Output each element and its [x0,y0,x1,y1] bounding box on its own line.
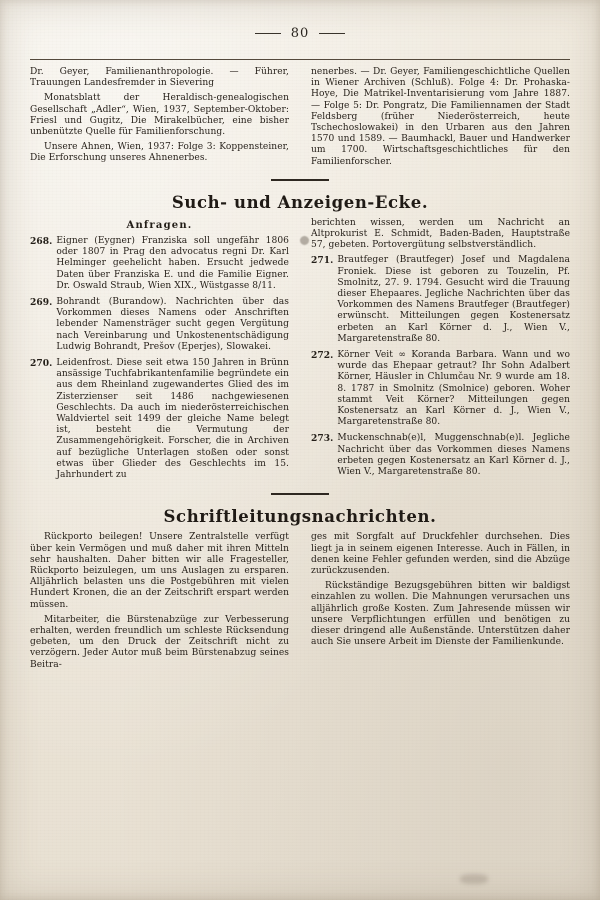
editorial-right-column [311,532,570,652]
query-continuation: berichten wissen, werden um Nachricht an Altprokurist E. Schmidt, Baden-Baden, Hauptstraße 57, gebeten. Portovergütung selbstverständlich. [311,217,570,251]
editorial-paragraph: Rückporto beilegen! Unsere Zentralstelle verfügt über kein Vermögen und muß daher mit ihren Mitteln sehr haushalten. Daher bitten wir alle Fragesteller, Rückporto beizulegen, um uns Auslagen zu ersparen. Alljährlich belasten uns die Postgebühren mit vielen Hundert Kronen, die an der Zeitschrift erspart werden müssen. [30,532,289,610]
queries-section [30,218,570,486]
folio-number: 80 [290,26,310,41]
editorial-title: Schriftleitungsnachrichten. [163,507,437,527]
query-entry [30,297,289,353]
folio-rule-left [255,33,281,34]
queries-subtitle: Anfragen. [126,219,193,231]
bibliography-section [30,67,570,172]
bibliography-paragraph: Monatsblatt der Heraldisch-genealogischen Gesellschaft „Adler“, Wien, 1937, September-Oktober: Friesl und Gugitz, Die Mirakelbücher, eine bisher unbenützte Quelle für Familienforschung. [30,93,289,138]
editorial-left-column [30,532,289,674]
header-divider [30,59,570,60]
query-number: 268. [30,236,53,248]
bibliography-right-column [311,67,570,172]
query-text: Brautfeger (Brautfeger) Josef und Magdalena Froniek. Diese ist geboren zu Touzelin, Pf. Smolnitz, 27. 9. 1794. Gesucht wird die Trauung dieser Ehepaares. Jegliche Nachrichten über das Vorkommen des Namens Brautfeger (Brautfeger) erwünscht. Mitteilungen gegen Kostenersatz erbeten an Karl Körner d. J., Wien V., Margaretenstraße 80. [337,255,570,344]
bibliography-paragraph: Unsere Ahnen, Wien, 1937: Folge 3: Koppensteiner, Die Erforschung unseres Ahnenerbes. [30,142,289,164]
editorial-paragraph: Rückständige Bezugsgebühren bitten wir baldigst einzahlen zu wollen. Die Mahnungen verursachen uns alljährlich große Kosten. Zum Jahresende müssen wir unsere Verpflichtungen erfüllen und benötigen zu dieser dringend alle Außenstände. Unterstützen daher auch Sie unsere Arbeit im Dienste der Familienkunde. [311,581,570,648]
query-number: 273. [311,433,334,445]
section-title: Such- und Anzeigen-Ecke. [171,192,429,212]
query-entry [30,236,289,292]
queries-right-column [311,218,570,483]
query-text: Körner Veit ∞ Koranda Barbara. Wann und wo wurde das Ehepaar getraut? Ihr Sohn Adalbert Körner, Häusler in Chlumčau Nr. 9 wurde am 18. 8. 1787 in Smolnitz (Smolnice) geboren. Woher stammt Veit Körner? Mitteilungen gegen Kostenersatz an Karl Körner d. J., Wien V., Margaretenstraße 80. [337,350,570,428]
bibliography-left-column [30,67,289,169]
bibliography-paragraph: Dr. Geyer, Familienanthropologie. — Führer, Trauungen Landesfremder in Sievering [30,67,289,89]
query-number: 270. [30,358,53,370]
query-text: Muckenschnab(e)l, Muggenschnab(e)l. Jegliche Nachricht über das Vorkommen dieses Namens erbeten gegen Kostenersatz an Karl Körner d. J., Wien V., Margaretenstraße 80. [337,433,570,478]
query-number: 271. [311,255,334,267]
query-number: 269. [30,297,53,309]
page-folio [30,26,570,41]
query-entry [311,255,570,345]
query-entry [311,433,570,478]
scan-artifact-dot [300,236,309,245]
editorial-section [30,507,570,674]
queries-left-column [30,218,289,486]
bibliography-paragraph: nenerbes. — Dr. Geyer, Familiengeschichtliche Quellen in Wiener Archiven (Schluß). Folge 4: Dr. Prohaska-Hoye, Die Matrikel-Inventarisierung vom Jahre 1887. — Folge 5: Dr. Pongratz, Die Familiennamen der Stadt Feldsberg (früher Niederösterreich, heute Tschechoslowakei) in den Urbaren aus den Jahren 1570 und 1589. — Baumhackl, Bauer und Handwerker um 1700. Wirtschaftsgeschichtliches für den Familienforscher. [311,67,570,167]
editorial-paragraph: ges mit Sorgfalt auf Druckfehler durchsehen. Dies liegt ja in seinem eigenen Interesse. Auch in Fällen, in denen keine Fehler gefunden werden, sind die Abzüge zurückzusenden. [311,532,570,576]
query-text: Bohrandt (Burandow). Nachrichten über das Vorkommen dieses Namens oder Anschriften lebender Namensträger sucht gegen Vergütung nach Vereinbarung und Unkostenentschädigung Ludwig Bohrandt, Prešov (Eperjes), Slowakei. [56,297,289,352]
editorial-paragraph: Mitarbeiter, die Bürstenabzüge zur Verbesserung erhalten, werden freundlich um schleste Rücksendung gebeten, um den Druck der Zeitschrift nicht zu verzögern. Jeder Autor muß beim Bürstenabzug seines Beitra- [30,614,289,670]
query-entry [311,350,570,428]
query-text: Eigner (Eygner) Franziska soll ungefähr 1806 oder 1807 in Prag den advocatus regni Dr. Karl Helminger geehelicht haben. Ersucht jedwede Daten über Franziska E. und die Familie Eigner. Dr. Oswald Straub, Wien XIX., Wüstgasse 8/11. [56,236,289,291]
scan-artifact-smudge [460,874,488,884]
query-text: Leidenfrost. Diese seit etwa 150 Jahren in Brünn ansässige Tuchfabrikantenfamilie begründete ein aus dem Rheinland zugewandertes Glied des im Zisterzienser seit 1486 nachgewiesenen Geschlechts. Da auch im niederösterreichischen Waldviertel seit 1499 der gleiche Name belegt ist, besteht die Vermutung der Zusammengehörigkeit. Forscher, die in Archiven auf bezügliche Unterlagen stoßen oder sonst etwas über Glieder des Geschlechts im 15. Jahrhundert zu [56,358,289,481]
folio-rule-right [319,33,345,34]
editorial-columns [30,532,570,674]
section-divider-bottom [271,493,329,495]
query-entry [30,358,289,481]
section-divider-top [271,179,329,181]
query-number: 272. [311,350,334,362]
